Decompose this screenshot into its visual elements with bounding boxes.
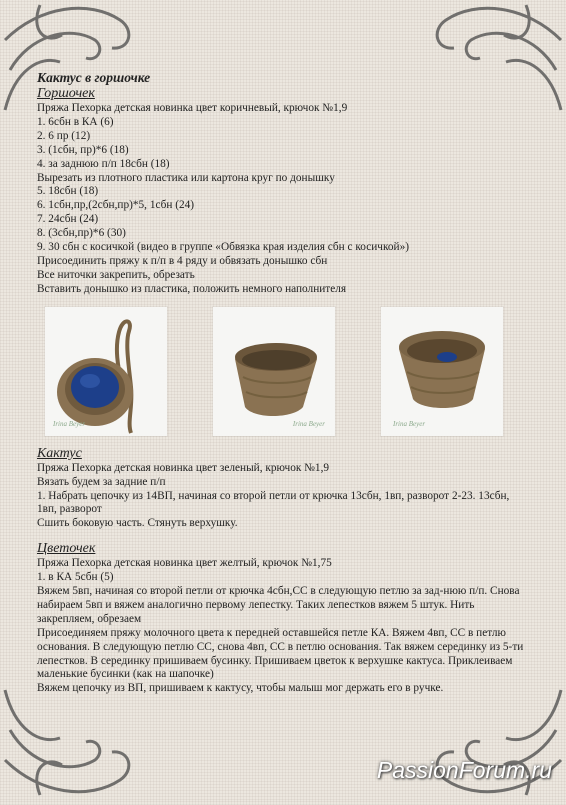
pot-line: Все ниточки закрепить, обрезать — [37, 268, 195, 281]
pot-line: 8. (3сбн,пр)*6 (30) — [37, 227, 126, 240]
pot-heading: Горшочек — [37, 86, 95, 101]
flower-line: Пряжа Пехорка детская новинка цвет желтый, крючок №1,75 — [37, 557, 332, 570]
pot-line: 1. 6сбн в КА (6) — [37, 115, 114, 128]
pot-line: 7. 24сбн (24) — [37, 213, 99, 226]
pot-line: Присоединить пряжу к п/п в 4 ряду и обвязать донышко сбн — [37, 254, 328, 267]
site-watermark: PassionForum.ru — [376, 757, 552, 783]
photo-pot-side — [213, 307, 335, 436]
photo-watermark: Irina Beyer — [292, 419, 325, 428]
photo-watermark: Irina Beyer — [53, 419, 86, 428]
cactus-section — [37, 446, 529, 532]
flower-paragraph: Вяжем 5вп, начиная со второй петли от крючка 4сбн,СС в следующую петлю за зад-нюю п/п. Снова набираем 5вп и вяжем аналогично первому лепестку. Таких лепестков вяжем 5 штук. Нить закрепляем, обрезаем — [37, 585, 520, 625]
photo-watermark: Irina Beyer — [393, 419, 426, 428]
pot-line: Пряжа Пехорка детская новинка цвет коричневый, крючок №1,9 — [37, 102, 348, 114]
flower-section — [37, 541, 529, 696]
cactus-heading: Кактус — [37, 445, 82, 461]
pot-line: 6. 1сбн,пр,(2сбн,пр)*5, 1сбн (24) — [37, 199, 195, 212]
document-body — [37, 70, 529, 696]
pot-line: 4. за заднюю п/п 18сбн (18) — [37, 157, 170, 170]
photo-pot-base — [45, 307, 167, 436]
flower-paragraph: Вяжем цепочку из ВП, пришиваем к кактусу, чтобы малыш мог держать его в ручке. — [37, 682, 444, 695]
cactus-line: Сшить боковую часть. Стянуть верхушку. — [37, 517, 238, 530]
cactus-paragraph: 1. Набрать цепочку из 14ВП, начиная со второй петли от крючка 13сбн, 1вп, разворот 2-23. 13сбн, 1вп, разворот — [37, 489, 510, 516]
photo-row — [45, 307, 503, 436]
flower-paragraph: Присоединяем пряжу молочного цвета к передней оставшейся петле КА. Вяжем 4вп, СС в петлю основания. В следующую петлю СС, снова 4вп, СС в петлю основания. Так вяжем серединку из 5-ти лепестков. В серединку пришиваем бусинку. Пришиваем цветок к верхушке кактуса. Приклеиваем маленькие бусинки (как на шапочке) — [37, 626, 524, 681]
flower-heading: Цветочек — [37, 541, 96, 557]
pot-line: 3. (1сбн, пр)*6 (18) — [37, 143, 129, 156]
photo-pot-top — [381, 307, 503, 436]
document-title: Кактус в горшочке — [37, 70, 151, 85]
flower-line: 1. в КА 5сбн (5) — [37, 571, 114, 584]
pot-line: 2. 6 пр (12) — [37, 129, 91, 142]
pot-instructions — [37, 102, 529, 297]
pot-line: 5. 18сбн (18) — [37, 185, 99, 198]
cactus-line: Пряжа Пехорка детская новинка цвет зеленый, крючок №1,9 — [37, 461, 330, 474]
pot-line: Вставить донышко из пластика, положить немного наполнителя — [37, 282, 347, 295]
pot-line: 9. 30 сбн с косичкой (видео в группе «Обвязка края изделия сбн с косичкой») — [37, 241, 409, 254]
pot-line: Вырезать из плотного пластика или картона круг по донышку — [37, 171, 335, 184]
cactus-line: Вязать будем за задние п/п — [37, 475, 166, 488]
